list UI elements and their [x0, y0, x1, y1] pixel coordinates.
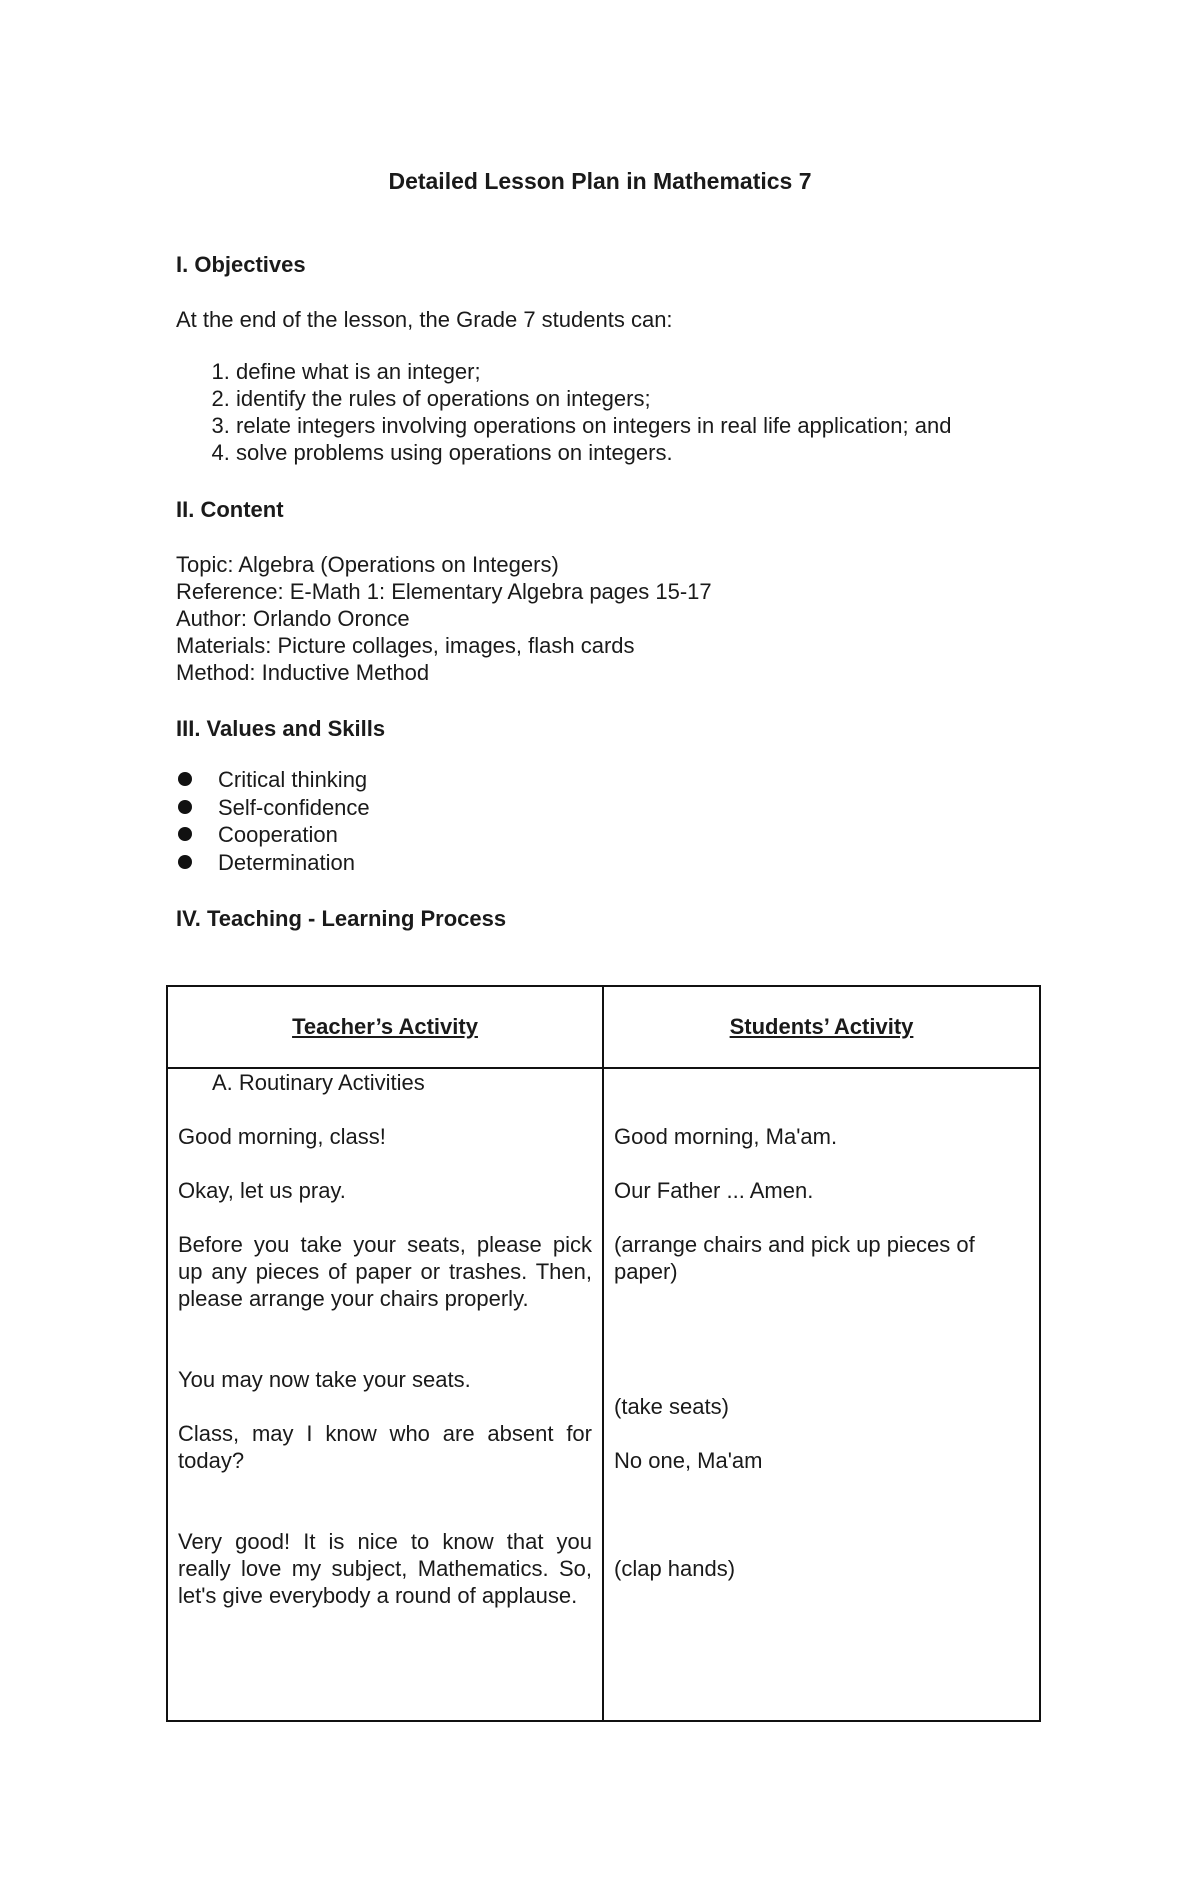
value-label: Critical thinking [218, 767, 368, 792]
activity-table [166, 985, 1041, 1722]
value-item [178, 794, 370, 822]
objective-item: 4. solve problems using operations on integers. [236, 439, 951, 466]
teacher-greeting: Good morning, class! [178, 1124, 386, 1149]
value-label: Cooperation [218, 822, 338, 847]
objectives-intro: At the end of the lesson, the Grade 7 students can: [176, 307, 673, 332]
content-reference: Reference: E-Math 1: Elementary Algebra pages 15-17 [176, 579, 712, 604]
students-seats-response: (arrange chairs and pick up pieces of paper) [614, 1232, 975, 1284]
content-details [176, 551, 712, 686]
objective-item: 1. define what is an integer; [236, 358, 951, 385]
values-heading: III. Values and Skills [176, 716, 386, 741]
students-activity-header: Students’ Activity [603, 986, 1040, 1068]
teacher-activity-cell [167, 1068, 603, 1721]
values-list [178, 766, 370, 876]
teacher-take-seats: You may now take your seats. [178, 1367, 471, 1392]
teacher-seats-instruction: Before you take your seats, please pick up any pieces of paper or trashes. Then, please arrange your chairs properly. [178, 1232, 592, 1311]
table-header-row [167, 986, 1040, 1068]
value-label: Self-confidence [218, 794, 370, 820]
students-applause: (clap hands) [614, 1556, 736, 1581]
content-materials: Materials: Picture collages, images, flash cards [176, 633, 635, 658]
content-method: Method: Inductive Method [176, 660, 430, 685]
bullet-icon [178, 800, 192, 814]
students-activity-cell [603, 1068, 1040, 1721]
table-row [167, 1068, 1040, 1721]
students-greeting: Good morning, Ma'am. [614, 1124, 838, 1149]
bullet-icon [178, 855, 192, 869]
objective-item: 3. relate integers involving operations on integers in real life application; and [236, 412, 951, 439]
value-item [178, 766, 370, 794]
content-topic: Topic: Algebra (Operations on Integers) [176, 552, 559, 577]
content-author: Author: Orlando Oronce [176, 606, 410, 631]
teacher-pray: Okay, let us pray. [178, 1178, 346, 1203]
students-absent-response: No one, Ma'am [614, 1448, 763, 1473]
objectives-list [212, 358, 951, 466]
value-item [178, 849, 370, 877]
students-pray: Our Father ... Amen. [614, 1178, 814, 1203]
bullet-icon [178, 827, 192, 841]
value-item [178, 821, 370, 849]
students-take-seats: (take seats) [614, 1394, 729, 1419]
value-label: Determination [218, 849, 355, 875]
content-heading: II. Content [176, 497, 284, 522]
bullet-icon [178, 772, 192, 786]
objectives-heading: I. Objectives [176, 252, 306, 277]
page-title: Detailed Lesson Plan in Mathematics 7 [388, 168, 812, 194]
routinary-subheading: A. Routinary Activities [212, 1070, 425, 1095]
teacher-applause: Very good! It is nice to know that you really love my subject, Mathematics. So, let's give everybody a round of applause. [178, 1529, 592, 1608]
process-heading: IV. Teaching - Learning Process [176, 906, 507, 931]
objective-item: 2. identify the rules of operations on integers; [236, 385, 951, 412]
teacher-activity-header: Teacher’s Activity [167, 986, 603, 1068]
teacher-absent-question: Class, may I know who are absent for today? [178, 1421, 592, 1473]
